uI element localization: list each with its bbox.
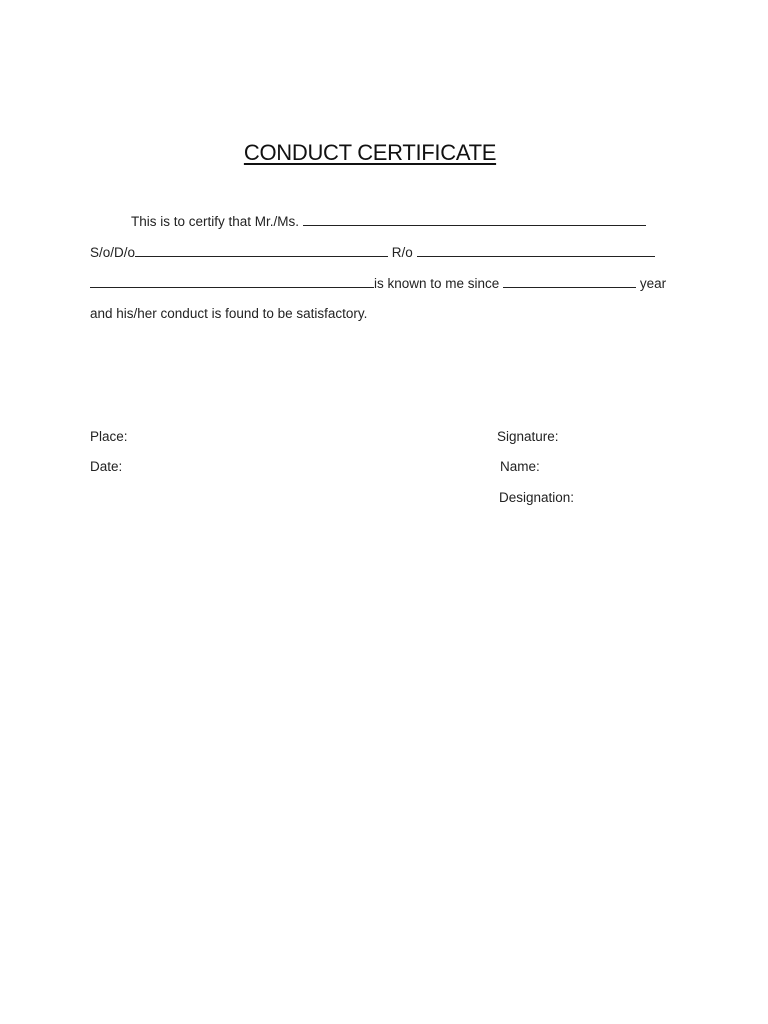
parent-residence-line bbox=[90, 244, 655, 260]
document-title: CONDUCT CERTIFICATE bbox=[243, 140, 497, 165]
name-blank bbox=[303, 213, 646, 226]
years-blank bbox=[503, 275, 636, 288]
name-label: Name: bbox=[500, 459, 540, 474]
parent-name-blank bbox=[135, 244, 388, 257]
place-label: Place: bbox=[90, 429, 128, 444]
residence-prefix-text: R/o bbox=[391, 245, 413, 260]
address-blank bbox=[90, 275, 374, 288]
known-since-text: is known to me since bbox=[374, 276, 500, 291]
conduct-line: and his/her conduct is found to be satisfactory. bbox=[90, 306, 368, 321]
known-since-line bbox=[90, 275, 666, 291]
signature-label: Signature: bbox=[497, 429, 559, 444]
date-label: Date: bbox=[90, 459, 123, 474]
certify-text: This is to certify that Mr./Ms. bbox=[131, 214, 300, 229]
residence-blank bbox=[417, 244, 655, 257]
parent-prefix-text: S/o/D/o bbox=[90, 245, 136, 260]
certify-line bbox=[131, 213, 646, 229]
year-text: year bbox=[639, 276, 667, 291]
designation-label: Designation: bbox=[499, 490, 575, 505]
